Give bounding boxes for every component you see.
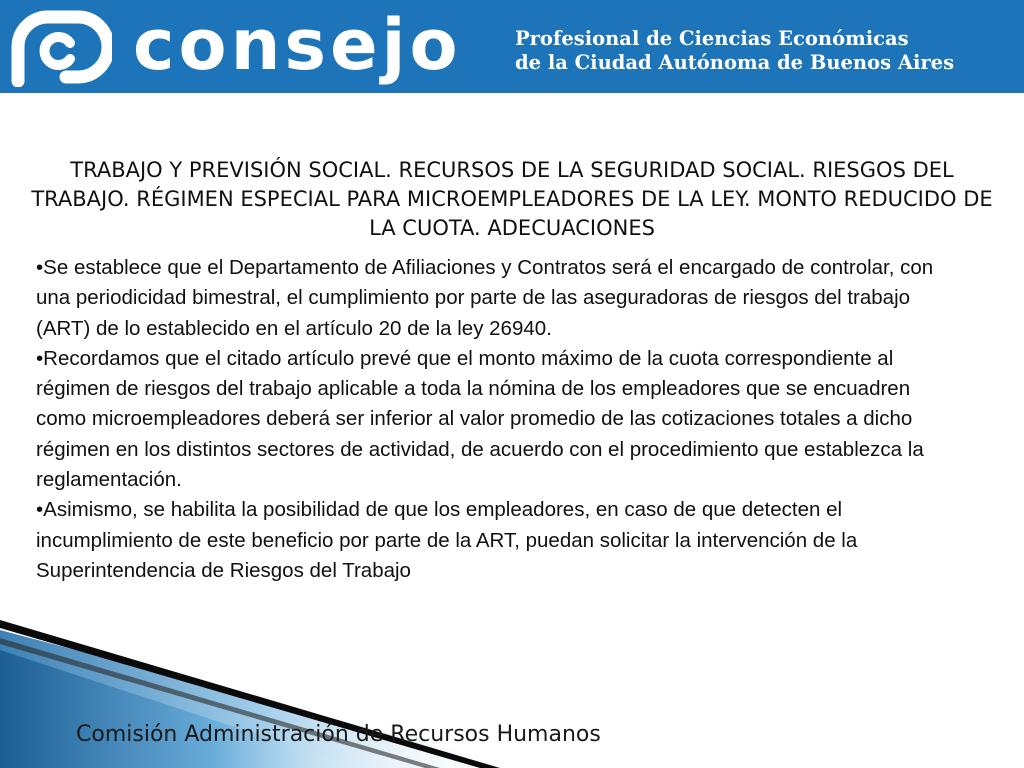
footer-commission-label: Comisión Administración de Recursos Humanos xyxy=(76,722,601,747)
header-banner xyxy=(0,0,1024,93)
logo-subtitle xyxy=(515,27,954,75)
consejo-logo-icon xyxy=(8,7,112,87)
logo-subtitle-line-1: Profesional de Ciencias Económicas xyxy=(515,27,909,50)
logo-wordmark: consejo xyxy=(133,4,462,86)
slide-body xyxy=(36,253,956,586)
slide-title: TRABAJO Y PREVISIÓN SOCIAL. RECURSOS DE LA SEGURIDAD SOCIAL. RIESGOS DEL TRABAJO. RÉGIMEN ESPECIAL PARA MICROEMPLEADORES DE LA LEY. MONTO REDUCIDO DE LA CUOTA. ADECUACIONES xyxy=(31,158,993,240)
bullet-paragraph: •Asimismo, se habilita la posibilidad de que los empleadores, en caso de que detecten el incumplimiento de este beneficio por parte de la ART, puedan solicitar la intervención de la Superintendencia de Riesgos del Trabajo xyxy=(36,498,858,582)
bullet-paragraph: •Recordamos que el citado artículo prevé que el monto máximo de la cuota correspondiente al régimen de riesgos del trabajo aplicable a toda la nómina de los empleadores que se encuadren como microempleadores deberá ser inferior al valor promedio de las cotizaciones totales a dicho régimen en los distintos sectores de actividad, de acuerdo con el procedimiento que establezca la reglamentación. xyxy=(36,346,924,492)
bullet-paragraph: •Se establece que el Departamento de Afiliaciones y Contratos será el encargado de controlar, con una periodicidad bimestral, el cumplimiento por parte de las aseguradoras de riesgos del trabajo (ART) de lo establecido en el artículo 20 de la ley 26940. xyxy=(36,256,934,340)
logo-subtitle-line-2: de la Ciudad Autónoma de Buenos Aires xyxy=(515,51,955,74)
